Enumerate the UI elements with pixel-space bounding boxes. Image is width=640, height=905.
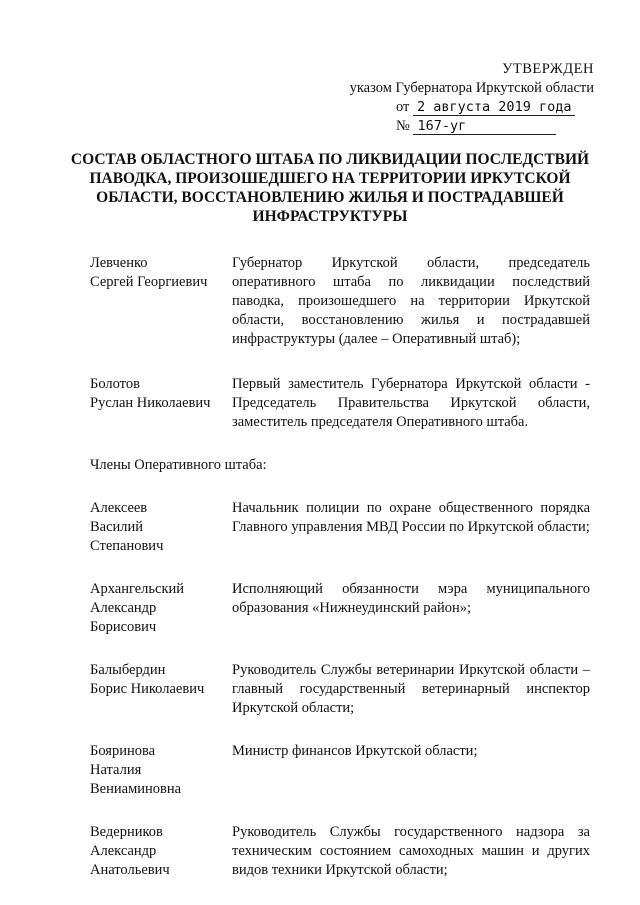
list-item bbox=[90, 254, 590, 349]
person-role: Первый заместитель Губернатора Иркутской области - Председатель Правительства Иркутской области, заместитель председателя Оперативного штаба. bbox=[232, 376, 590, 430]
date-prefix: от bbox=[396, 99, 410, 115]
person-name: Архангельский Александр Борисович bbox=[90, 581, 185, 635]
members-heading: Члены Оперативного штаба: bbox=[90, 457, 267, 473]
person-role: Губернатор Иркутской области, председатель оперативного штаба по ликвидации последствий паводка, произошедшего на территории Иркутской области, восстановлению жилья и пострадавшей инфраструктуры (далее – Оперативный штаб); bbox=[232, 255, 590, 347]
approval-date: 2 августа 2019 года bbox=[413, 99, 575, 116]
person-name: Ведерников Александр Анатольевич bbox=[90, 824, 170, 878]
list-item bbox=[90, 499, 590, 556]
list-item bbox=[90, 375, 590, 432]
number-prefix: № bbox=[396, 118, 410, 134]
approval-heading: УТВЕРЖДЕН bbox=[502, 61, 594, 77]
person-name: Болотов Руслан Николаевич bbox=[90, 376, 211, 411]
person-name: Алексеев Василий Степанович bbox=[90, 500, 164, 554]
approval-decree: указом Губернатора Иркутской области bbox=[349, 80, 594, 96]
list-item bbox=[90, 742, 590, 799]
approval-date-line bbox=[330, 98, 600, 117]
person-name: Левченко Сергей Георгиевич bbox=[90, 255, 208, 290]
person-role: Руководитель Службы ветеринарии Иркутской области – главный государственный ветеринарный инспектор Иркутской области; bbox=[232, 662, 590, 716]
staff-list bbox=[90, 254, 590, 880]
person-role: Начальник полиции по охране общественного порядка Главного управления МВД России по Иркутской области; bbox=[232, 500, 590, 535]
approval-number-line bbox=[330, 117, 600, 136]
list-item bbox=[90, 823, 590, 880]
person-name: Балыбердин Борис Николаевич bbox=[90, 662, 205, 697]
person-role: Министр финансов Иркутской области; bbox=[232, 743, 478, 759]
list-item bbox=[90, 661, 590, 718]
approval-number: 167-уг bbox=[413, 118, 556, 135]
person-name: Бояринова Наталия Вениаминовна bbox=[90, 743, 182, 797]
person-role: Исполняющий обязанности мэра муниципального образования «Нижнеудинский район»; bbox=[232, 581, 590, 616]
person-role: Руководитель Службы государственного надзора за техническим состоянием самоходных машин и других видов техники Иркутской области; bbox=[232, 824, 590, 878]
document-title: СОСТАВ ОБЛАСТНОГО ШТАБА ПО ЛИКВИДАЦИИ ПОСЛЕДСТВИЙ ПАВОДКА, ПРОИЗОШЕДШЕГО НА ТЕРРИТОРИИ ИРКУТСКОЙ ОБЛАСТИ, ВОССТАНОВЛЕНИЮ ЖИЛЬЯ И ПОСТРАДАВШЕЙ ИНФРАСТРУКТУРЫ bbox=[70, 151, 590, 225]
approval-stamp bbox=[330, 60, 600, 136]
list-item bbox=[90, 580, 590, 637]
